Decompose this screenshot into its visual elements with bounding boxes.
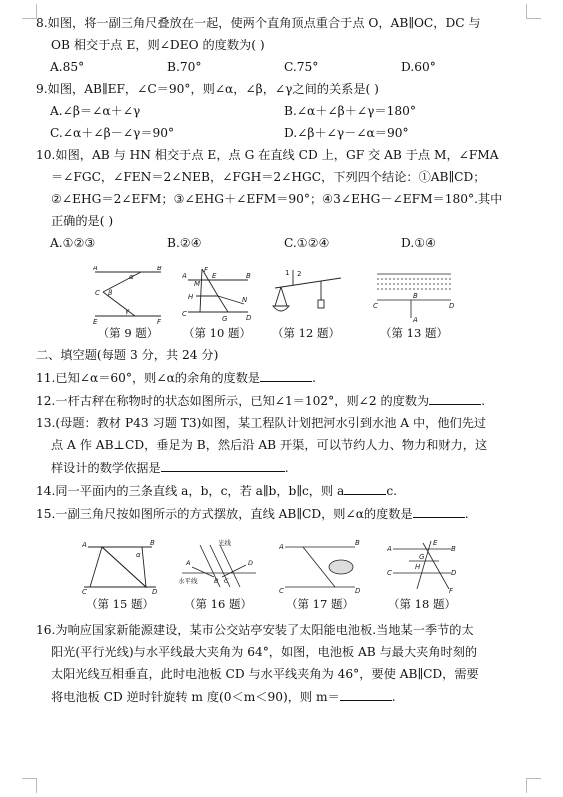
question-10-option-c[interactable]: C.①②④	[284, 236, 330, 250]
question-9-option-b[interactable]: B.∠α＋∠β＋∠γ＝180°	[284, 104, 416, 118]
figure-18-caption: （第 18 题）	[388, 597, 456, 611]
question-8	[36, 10, 536, 76]
fig10-label-c: C	[182, 310, 187, 318]
question-9-option-c[interactable]: C.∠α＋∠β－∠γ＝90°	[50, 126, 175, 140]
fig15-label-a: A	[82, 541, 87, 549]
fig17-label-b: B	[355, 539, 360, 547]
question-16-line-1: 16.为响应国家新能源建设，某市公交站亭安装了太阳能电池板.当地某一季节的太	[36, 623, 474, 637]
figure-13-diagram	[373, 266, 455, 324]
figure-16	[170, 537, 266, 611]
question-14-end: c.	[386, 484, 398, 498]
figure-16-caption: （第 16 题）	[184, 597, 252, 611]
question-8-line-1: 8.如图，将一副三角尺叠放在一起，使两个直角顶点重合于点 O，AB∥OC，DC 与	[36, 16, 481, 30]
fig18-label-g: G	[419, 553, 425, 561]
fig16-label-c: C	[224, 577, 229, 585]
fig9-label-alpha: α	[129, 273, 134, 281]
figure-10-diagram	[182, 266, 252, 324]
figure-12-caption: （第 12 题）	[272, 326, 340, 340]
question-11	[36, 364, 536, 387]
fig15-label-d: D	[152, 588, 158, 595]
question-12-text: 12.一杆古秤在称物时的状态如图所示，已知∠1＝102°，则∠2 的度数为	[36, 394, 430, 408]
question-content	[36, 10, 536, 706]
fig16-label-d: D	[248, 559, 254, 567]
figure-12	[258, 266, 354, 340]
question-15-answer-blank[interactable]	[413, 504, 465, 518]
fig13-label-a: A	[413, 316, 418, 324]
fig17-label-c: C	[279, 587, 284, 595]
question-10-line-3: ②∠EHG＝2∠EFM；③∠EHG＋∠EFM＝90°；④3∠EHG－∠EFM＝180°.其中	[51, 192, 503, 206]
question-10-line-1: 10.如图，AB 与 HN 相交于点 E，点 G 在直线 CD 上，GF 交 AB 于点 M，∠FMA	[36, 148, 499, 162]
figure-17-caption: （第 17 题）	[286, 597, 354, 611]
question-9-option-d[interactable]: D.∠β＋∠γ－∠α＝90°	[284, 126, 409, 140]
fig10-label-h: H	[188, 293, 194, 301]
fig18-label-a: A	[387, 545, 392, 553]
question-13-end: .	[284, 461, 289, 475]
fig18-label-c: C	[387, 569, 392, 577]
fig17-label-d: D	[355, 587, 361, 595]
question-8-line-2: OB 相交于点 E，则∠DEO 的度数为( )	[51, 38, 265, 52]
question-9	[36, 76, 536, 142]
question-15-text: 15.一副三角尺按如图所示的方式摆放，直线 AB∥CD，则∠α的度数是	[36, 507, 413, 521]
fig16-label-light: 光线	[218, 539, 231, 547]
figure-18-diagram	[387, 537, 457, 595]
fig10-label-e: E	[212, 272, 217, 280]
fig15-label-alpha: α	[136, 551, 141, 559]
fig16-label-horizontal: 水平线	[178, 577, 198, 585]
fig12-label-1: 1	[285, 269, 290, 277]
fig10-label-m: M	[194, 280, 201, 288]
fig18-label-b: B	[451, 545, 456, 553]
fig13-label-d: D	[449, 302, 455, 310]
fig16-label-a: A	[186, 559, 191, 567]
figure-15-diagram	[82, 537, 158, 595]
figure-12-diagram	[269, 266, 343, 324]
figure-15-caption: （第 15 题）	[86, 597, 154, 611]
figure-13	[366, 266, 462, 340]
question-9-options-row-2	[36, 120, 536, 142]
figures-row-1	[36, 252, 536, 340]
question-14-answer-blank[interactable]	[344, 481, 386, 495]
fig10-label-b: B	[246, 272, 251, 280]
fig15-label-b: B	[150, 539, 155, 547]
fig13-label-b: B	[413, 292, 418, 300]
fig10-label-a: A	[182, 272, 187, 280]
fig9-label-gamma: γ	[125, 307, 130, 315]
question-9-option-a[interactable]: A.∠β＝∠α＋∠γ	[50, 104, 141, 118]
fig10-label-n: N	[242, 296, 248, 304]
question-12	[36, 387, 536, 410]
question-11-text: 11.已知∠α＝60°，则∠α的余角的度数是	[36, 371, 261, 385]
fig18-label-h: H	[415, 563, 421, 571]
fig10-label-f: F	[204, 266, 209, 274]
fig16-label-b: B	[214, 577, 219, 585]
fig18-label-d: D	[451, 569, 457, 577]
figure-9-caption: （第 9 题）	[97, 326, 159, 340]
figure-16-diagram	[178, 537, 258, 595]
question-15-end: .	[464, 507, 469, 521]
fig17-label-a: A	[279, 543, 284, 551]
fig9-label-e: E	[93, 318, 98, 324]
figure-15	[70, 537, 170, 611]
question-16-line-4: 将电池板 CD 逆时针旋转 m 度(0＜m＜90)，则 m＝	[51, 690, 340, 704]
question-10-option-d[interactable]: D.①④	[401, 236, 437, 250]
question-8-option-c[interactable]: C.75°	[284, 60, 319, 74]
question-13-line-2: 点 A 作 AB⊥CD，垂足为 B，然后沿 AB 开渠，可以节约人力、物力和财力，这	[51, 438, 488, 452]
fig9-label-a: A	[93, 266, 98, 272]
question-10	[36, 142, 536, 252]
figure-17-diagram	[279, 537, 361, 595]
question-13-line-3: 样设计的数学依据是	[51, 461, 161, 475]
question-14-text: 14.同一平面内的三条直线 a，b，c，若 a∥b，b∥c，则 a	[36, 484, 345, 498]
figure-9	[80, 266, 176, 340]
fig15-label-c: C	[82, 588, 87, 595]
fig9-label-f: F	[157, 318, 162, 324]
question-8-option-d[interactable]: D.60°	[401, 60, 436, 74]
question-8-option-a[interactable]: A.85°	[50, 60, 85, 74]
fig9-label-c: C	[95, 289, 100, 297]
question-13	[36, 410, 536, 477]
question-14	[36, 477, 536, 500]
question-16-end: .	[391, 690, 396, 704]
question-8-options	[36, 54, 536, 76]
question-12-answer-blank[interactable]	[429, 391, 481, 405]
question-16-line-3: 太阳光线互相垂直，此时电池板 CD 与水平线夹角为 46°，要使 AB∥CD，需要	[51, 667, 479, 681]
figures-row-2	[36, 523, 536, 611]
question-16	[36, 611, 536, 706]
figure-13-caption: （第 13 题）	[380, 326, 448, 340]
fig10-label-g: G	[222, 315, 228, 323]
question-12-end: .	[481, 394, 486, 408]
question-8-option-b[interactable]: B.70°	[167, 60, 202, 74]
question-10-line-4: 正确的是( )	[51, 214, 114, 228]
crop-mark-bottom-right	[526, 778, 541, 793]
fig18-label-e: E	[433, 539, 438, 547]
figure-10	[176, 266, 258, 340]
question-11-end: .	[312, 371, 316, 385]
question-11-answer-blank[interactable]	[260, 368, 312, 382]
question-10-line-2: ＝∠FGC，∠FEN＝2∠NEB，∠FGH＝2∠HGC，下列四个结论：①AB∥CD；	[51, 170, 486, 184]
question-10-options	[36, 230, 536, 252]
question-10-option-a[interactable]: A.①②③	[50, 236, 96, 250]
figure-10-caption: （第 10 题）	[183, 326, 251, 340]
figure-18	[374, 537, 470, 611]
crop-mark-top-left	[22, 4, 37, 19]
question-16-answer-blank[interactable]	[340, 687, 392, 701]
fig18-label-f: F	[449, 587, 454, 595]
figure-9-diagram	[93, 266, 163, 324]
fig12-label-2: 2	[297, 270, 302, 278]
question-9-line-1: 9.如图，AB∥EF，∠C＝90°，则∠α，∠β，∠γ之间的关系是( )	[36, 82, 379, 96]
section-2-title: 二、填空题(每题 3 分，共 24 分)	[36, 348, 219, 362]
question-13-line-1: 13.(母题：教材 P43 习题 T3)如图，某工程队计划把河水引到水池 A 中，他们先过	[36, 416, 487, 430]
fig9-label-beta: β	[108, 289, 113, 297]
fig13-label-c: C	[373, 302, 378, 310]
figure-17	[272, 537, 368, 611]
fig9-label-b: B	[157, 266, 162, 272]
question-16-line-2: 阳光(平行光线)与水平线最大夹角为 64°，如图，电池板 AB 与最大夹角时刻的	[51, 645, 478, 659]
crop-mark-bottom-left	[22, 778, 37, 793]
question-13-answer-blank[interactable]	[161, 458, 285, 472]
question-9-options-row-1	[36, 98, 536, 120]
question-10-option-b[interactable]: B.②④	[167, 236, 202, 250]
fig10-label-d: D	[246, 314, 252, 322]
question-15	[36, 500, 536, 523]
